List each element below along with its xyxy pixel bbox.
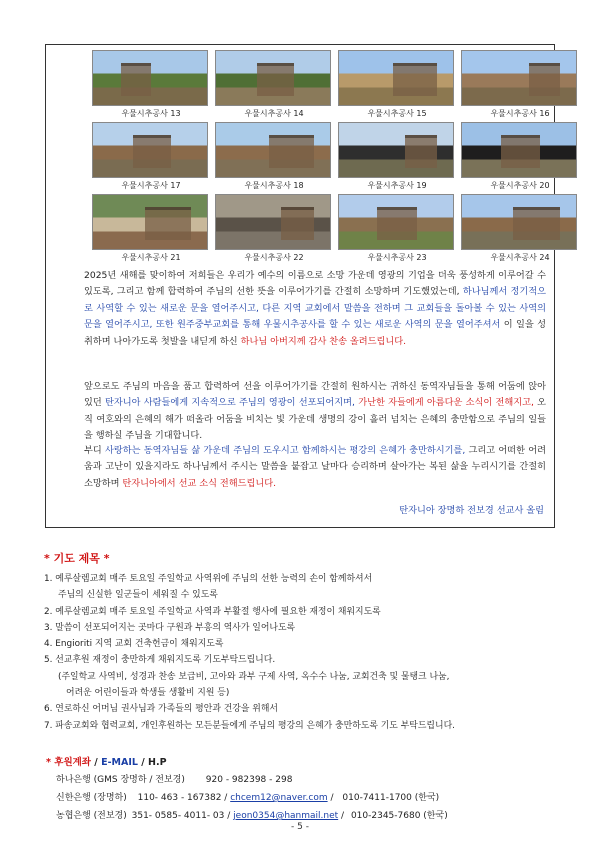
- separator: /: [91, 757, 102, 768]
- building-shape: [133, 135, 171, 168]
- account-number: 351- 0585- 4011- 03: [131, 811, 225, 821]
- photo-caption: 우물시추공사 13: [121, 109, 181, 118]
- photo-cell: [92, 122, 210, 191]
- paragraph-blessing: [84, 443, 546, 492]
- construction-photo: [215, 50, 331, 106]
- building-shape: [269, 135, 314, 168]
- photo-cell: [338, 194, 456, 263]
- email-link[interactable]: chcem12@naver.com: [230, 793, 328, 803]
- account-number: 110- 463 - 167382: [137, 793, 222, 803]
- photo-cell: [461, 194, 579, 263]
- account-row: [46, 771, 566, 789]
- paragraph-hope: [84, 379, 546, 445]
- prayer-item: 6. 연로하신 어머님 권사님과 가족들의 평안과 건강을 위해서: [44, 704, 278, 715]
- text: 앞으로도 주님의 마음을 품고 합력하여 선을 이루어가기를 간절히 원하시는 귀하신 동역자님들을 통해 어둠에 앉아 있던: [84, 381, 546, 409]
- photo-cell: [338, 50, 456, 119]
- construction-photo: [338, 50, 454, 106]
- photo-cell: [461, 122, 579, 191]
- construction-photo: [461, 194, 577, 250]
- building-shape: [257, 63, 294, 96]
- text: 그리고 어떠한 어려움과 고난이 있을지라도 하나님께서 주시는 말씀을 붙잡고 날마다 승리하며 살아가는 복된 삶을 누리시기를 간절히 소망하며: [84, 445, 547, 489]
- prayer-list: [44, 571, 564, 734]
- construction-photo: [338, 122, 454, 178]
- prayer-item: 5. 선교후원 재정이 충만하게 채워지도록 기도부탁드립니다.: [44, 655, 276, 666]
- highlight-red: 가난한 자들에게 아름다운 소식이 전해지고,: [358, 397, 534, 409]
- photo-cell: [92, 50, 210, 119]
- highlight-blue: 탄자니아 사람들에게 지속적으로 주님의 영광이 선포되어지며,: [105, 397, 359, 409]
- building-shape: [121, 63, 151, 96]
- construction-photo: [215, 122, 331, 178]
- photo-caption: 우물시추공사 16: [490, 109, 550, 118]
- photo-cell: [215, 122, 333, 191]
- prayer-item: 3. 말씀이 선포되어지는 곳마다 구원과 부흥의 역사가 일어나도록: [44, 622, 296, 633]
- star: *: [46, 757, 55, 768]
- building-shape: [529, 63, 560, 96]
- prayer-item: 어려운 어린이들과 학생들 생활비 지원 등): [66, 688, 230, 699]
- phone-label: H.P: [148, 757, 167, 768]
- text: 2025년 새해를 맞이하여 저희들은 우리가 예수의 이름으로 소망 가운데 영광의 기업을 더욱 풍성하게 이루어갈 수 있도록, 그리고 함께 합력하여 주님의 선한 뜻을 이루어가기를 간절히 소망하며 기도했었는데,: [84, 270, 546, 298]
- prayer-title: * 기도 제목 *: [44, 552, 110, 565]
- page-number: - 5 -: [291, 822, 309, 832]
- highlight-red: 하나님 아버지께 감사 찬송 올려드립니다.: [240, 335, 407, 347]
- construction-photo: [215, 194, 331, 250]
- building-shape: [405, 135, 437, 168]
- text: 이 일을 성취하며 나아가도록 첫발을 내딛게 하신: [84, 319, 546, 347]
- account-heading: [46, 754, 167, 768]
- email-label: E-MAIL: [101, 757, 138, 768]
- account-row: 농협은행 (전보경) 351- 0585- 4011- 03 / jeon0354@hanmail.net / 010-2345-7680 (한국): [46, 807, 566, 825]
- signature: 탄자니아 장명하 전보경 선교사 올림: [399, 505, 544, 516]
- building-shape: [393, 63, 437, 96]
- building-shape: [513, 207, 560, 240]
- construction-photo: [92, 50, 208, 106]
- highlight-blue: 다른 지역 교회에서 말씀을 전하며 그 교회들을 돌아볼 수 있는 사역의 문을 열어주시고, 또한 원주중부교회를 통해 우물시추공사를 할 수 있는 새로운 사역의 문을 열어주셔서: [84, 302, 546, 331]
- highlight-red: 탄자니아에서 선교 소식 전해드립니다.: [122, 477, 277, 489]
- text: 오직 여호와의 은혜의 해가 떠올라 어둠을 비치는 빛 가운데 생명의 강이 흘러 넘치는 은혜의 충만함으로 주님의 일들을 행하실 주님을 기대합니다.: [84, 397, 547, 442]
- building-shape: [501, 135, 540, 168]
- photo-caption: 우물시추공사 14: [244, 109, 304, 118]
- photo-cell: [92, 194, 210, 263]
- text: 부디: [84, 445, 105, 456]
- bank-name: 하나은행 (GMS 장명하 / 전보경): [56, 775, 185, 785]
- photo-caption: 우물시추공사 23: [367, 253, 427, 262]
- building-shape: [145, 207, 191, 240]
- photo-cell: [215, 194, 333, 263]
- photo-cell: [338, 122, 456, 191]
- bank-name: 농협은행 (전보경): [56, 811, 127, 821]
- prayer-item: 2. 예루살렘교회 매주 토요일 주일학교 사역과 부활절 행사에 필요한 재정이 채워지도록: [44, 606, 381, 617]
- building-shape: [377, 207, 417, 240]
- account-label: 후원계좌: [54, 757, 91, 768]
- account-row: 신한은행 (장명하) 110- 463 - 167382 / chcem12@naver.com / 010-7411-1700 (한국): [46, 789, 566, 807]
- highlight-blue: 하나님께서 정기적으로 사역할 수 있는 새로운 문을 열어주시고,: [84, 286, 546, 314]
- phone-number: 010-2345-7680 (한국): [350, 811, 448, 821]
- account-number: 920 - 982398 - 298: [205, 775, 293, 785]
- prayer-item: 1. 예루살렘교회 매주 토요일 주일학교 사역위에 주님의 선한 능력의 손이 함께하셔서: [44, 574, 373, 584]
- construction-photo: [461, 50, 577, 106]
- prayer-item: 주님의 신실한 일군들이 세워질 수 있도록: [58, 590, 218, 601]
- highlight-blue: 사랑하는 동역자님들 삶 가운데 주님의 도우시고 함께하시는 평강의 은혜가 충만하시기를,: [104, 445, 466, 456]
- prayer-item: 7. 파송교회와 협력교회, 개인후원하는 모든분들에게 주님의 평강의 은혜가 충만하도록 기도 부탁드립니다.: [44, 720, 455, 731]
- photo-caption: 우물시추공사 20: [490, 181, 550, 190]
- prayer-item: (주일학교 사역비, 성경과 찬송 보급비, 고아와 과부 구제 사역, 옥수수 나눔, 교회건축 및 물탱크 나눔,: [58, 671, 450, 682]
- separator: /: [137, 757, 149, 768]
- account-list: [46, 771, 566, 825]
- photo-caption: 우물시추공사 18: [244, 181, 304, 190]
- building-shape: [281, 207, 314, 240]
- photo-caption: 우물시추공사 17: [121, 181, 181, 190]
- construction-photo: [92, 194, 208, 250]
- photo-caption: 우물시추공사 19: [367, 181, 427, 190]
- construction-photo: [92, 122, 208, 178]
- photo-cell: [215, 50, 333, 119]
- photo-caption: 우물시추공사 15: [367, 109, 427, 118]
- construction-photo: [461, 122, 577, 178]
- paragraph-thanks: [84, 268, 546, 350]
- photo-caption: 우물시추공사 21: [121, 253, 181, 262]
- email-link[interactable]: jeon0354@hanmail.net: [233, 811, 339, 821]
- photo-caption: 우물시추공사 22: [244, 253, 304, 262]
- construction-photo: [338, 194, 454, 250]
- photo-caption: 우물시추공사 24: [490, 253, 550, 262]
- bank-name: 신한은행 (장명하): [56, 793, 127, 803]
- phone-number: 010-7411-1700 (한국): [342, 793, 440, 803]
- photo-cell: [461, 50, 579, 119]
- prayer-item: 4. Engioriti 지역 교회 건축헌금이 채워지도록: [44, 639, 224, 650]
